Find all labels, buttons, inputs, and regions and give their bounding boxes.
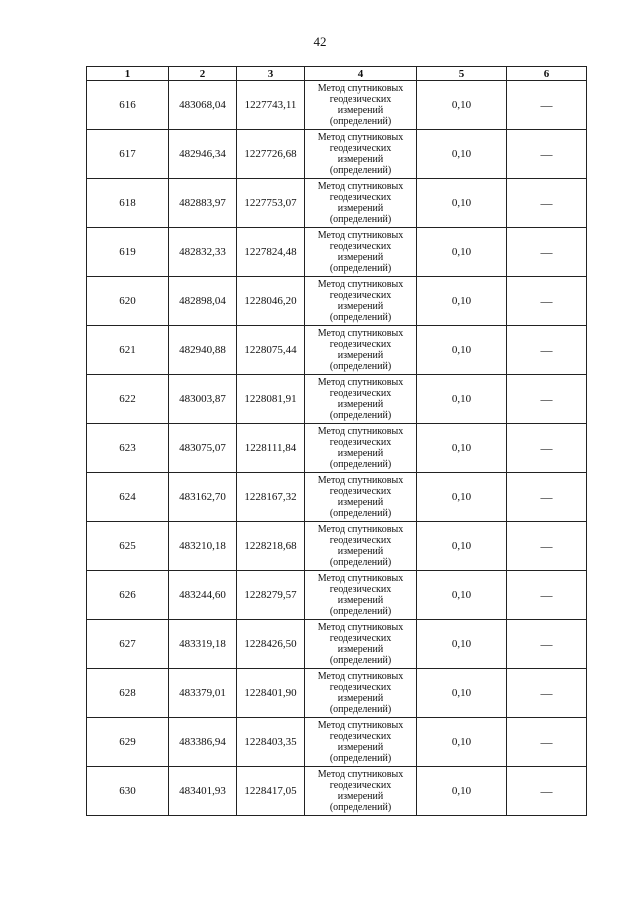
method-text-line: Метод спутниковых — [317, 573, 404, 584]
x-coordinate-cell: 483319,18 — [169, 620, 237, 669]
note-cell: — — [507, 620, 587, 669]
method-text-line: Метод спутниковых — [317, 622, 404, 633]
accuracy-cell: 0,10 — [417, 669, 507, 718]
method-cell — [305, 130, 417, 179]
point-number-cell: 622 — [87, 375, 169, 424]
x-coordinate-cell: 483068,04 — [169, 81, 237, 130]
x-coordinate-cell: 482946,34 — [169, 130, 237, 179]
method-text-line: Метод спутниковых — [317, 132, 404, 143]
method-text-line: геодезических — [329, 535, 392, 546]
method-text-line: измерений — [337, 448, 384, 459]
point-number-cell: 626 — [87, 571, 169, 620]
method-text-line: Метод спутниковых — [317, 671, 404, 682]
note-cell: — — [507, 473, 587, 522]
method-text-line: геодезических — [329, 388, 392, 399]
method-cell — [305, 571, 417, 620]
note-cell: — — [507, 571, 587, 620]
note-cell: — — [507, 81, 587, 130]
note-cell: — — [507, 375, 587, 424]
method-text-line: (определений) — [329, 116, 392, 127]
table-row — [87, 326, 587, 375]
table-row — [87, 375, 587, 424]
point-number-cell: 621 — [87, 326, 169, 375]
y-coordinate-cell: 1228167,32 — [237, 473, 305, 522]
x-coordinate-cell: 483003,87 — [169, 375, 237, 424]
method-text-line: геодезических — [329, 339, 392, 350]
method-text-line: (определений) — [329, 361, 392, 372]
accuracy-cell: 0,10 — [417, 620, 507, 669]
y-coordinate-cell: 1228403,35 — [237, 718, 305, 767]
x-coordinate-cell: 483210,18 — [169, 522, 237, 571]
y-coordinate-cell: 1227824,48 — [237, 228, 305, 277]
method-text-line: (определений) — [329, 802, 392, 813]
accuracy-cell: 0,10 — [417, 277, 507, 326]
method-text-line: измерений — [337, 252, 384, 263]
method-text-line: геодезических — [329, 143, 392, 154]
method-cell — [305, 718, 417, 767]
method-text-line: геодезических — [329, 94, 392, 105]
method-text-line: Метод спутниковых — [317, 230, 404, 241]
accuracy-cell: 0,10 — [417, 179, 507, 228]
x-coordinate-cell: 483379,01 — [169, 669, 237, 718]
column-header: 6 — [507, 67, 587, 81]
method-text-line: Метод спутниковых — [317, 279, 404, 290]
table-row — [87, 767, 587, 816]
table-body — [87, 81, 587, 816]
y-coordinate-cell: 1228417,05 — [237, 767, 305, 816]
point-number-cell: 629 — [87, 718, 169, 767]
method-text-line: (определений) — [329, 753, 392, 764]
accuracy-cell: 0,10 — [417, 718, 507, 767]
method-text-line: измерений — [337, 350, 384, 361]
x-coordinate-cell: 483386,94 — [169, 718, 237, 767]
note-cell: — — [507, 718, 587, 767]
y-coordinate-cell: 1227743,11 — [237, 81, 305, 130]
point-number-cell: 620 — [87, 277, 169, 326]
method-text-line: Метод спутниковых — [317, 377, 404, 388]
method-text-line: геодезических — [329, 682, 392, 693]
method-text-line: измерений — [337, 399, 384, 410]
y-coordinate-cell: 1228279,57 — [237, 571, 305, 620]
accuracy-cell: 0,10 — [417, 473, 507, 522]
method-text-line: измерений — [337, 154, 384, 165]
method-text-line: измерений — [337, 301, 384, 312]
note-cell: — — [507, 130, 587, 179]
table-row — [87, 620, 587, 669]
method-text-line: геодезических — [329, 780, 392, 791]
method-text-line: (определений) — [329, 214, 392, 225]
y-coordinate-cell: 1228075,44 — [237, 326, 305, 375]
method-text-line: измерений — [337, 595, 384, 606]
y-coordinate-cell: 1227726,68 — [237, 130, 305, 179]
method-cell — [305, 767, 417, 816]
method-cell — [305, 228, 417, 277]
page-number: 42 — [313, 34, 327, 49]
table-row — [87, 130, 587, 179]
point-number-cell: 625 — [87, 522, 169, 571]
accuracy-cell: 0,10 — [417, 130, 507, 179]
accuracy-cell: 0,10 — [417, 767, 507, 816]
method-text-line: Метод спутниковых — [317, 720, 404, 731]
method-text-line: геодезических — [329, 241, 392, 252]
y-coordinate-cell: 1228401,90 — [237, 669, 305, 718]
x-coordinate-cell: 483075,07 — [169, 424, 237, 473]
method-text-line: Метод спутниковых — [317, 83, 404, 94]
y-coordinate-cell: 1228426,50 — [237, 620, 305, 669]
note-cell: — — [507, 669, 587, 718]
point-number-cell: 624 — [87, 473, 169, 522]
accuracy-cell: 0,10 — [417, 228, 507, 277]
y-coordinate-cell: 1228218,68 — [237, 522, 305, 571]
table-row — [87, 473, 587, 522]
note-cell: — — [507, 326, 587, 375]
method-text-line: измерений — [337, 742, 384, 753]
x-coordinate-cell: 482832,33 — [169, 228, 237, 277]
column-header: 3 — [237, 67, 305, 81]
method-text-line: (определений) — [329, 704, 392, 715]
method-text-line: Метод спутниковых — [317, 426, 404, 437]
method-text-line: геодезических — [329, 437, 392, 448]
point-number-cell: 630 — [87, 767, 169, 816]
method-cell — [305, 375, 417, 424]
method-text-line: (определений) — [329, 655, 392, 666]
note-cell: — — [507, 522, 587, 571]
method-cell — [305, 277, 417, 326]
method-text-line: геодезических — [329, 731, 392, 742]
method-cell — [305, 424, 417, 473]
table-row — [87, 571, 587, 620]
method-text-line: (определений) — [329, 263, 392, 274]
accuracy-cell: 0,10 — [417, 424, 507, 473]
accuracy-cell: 0,10 — [417, 326, 507, 375]
method-text-line: Метод спутниковых — [317, 524, 404, 535]
point-number-cell: 623 — [87, 424, 169, 473]
y-coordinate-cell: 1227753,07 — [237, 179, 305, 228]
note-cell: — — [507, 179, 587, 228]
method-text-line: (определений) — [329, 312, 392, 323]
column-header: 1 — [87, 67, 169, 81]
y-coordinate-cell: 1228081,91 — [237, 375, 305, 424]
method-text-line: измерений — [337, 546, 384, 557]
method-text-line: геодезических — [329, 290, 392, 301]
note-cell: — — [507, 228, 587, 277]
note-cell: — — [507, 424, 587, 473]
point-number-cell: 617 — [87, 130, 169, 179]
method-text-line: геодезических — [329, 192, 392, 203]
x-coordinate-cell: 483244,60 — [169, 571, 237, 620]
accuracy-cell: 0,10 — [417, 81, 507, 130]
table-row — [87, 179, 587, 228]
method-text-line: Метод спутниковых — [317, 181, 404, 192]
method-text-line: измерений — [337, 203, 384, 214]
accuracy-cell: 0,10 — [417, 522, 507, 571]
table-row — [87, 669, 587, 718]
table-row — [87, 81, 587, 130]
column-header: 4 — [305, 67, 417, 81]
method-text-line: (определений) — [329, 410, 392, 421]
point-number-cell: 619 — [87, 228, 169, 277]
method-text-line: (определений) — [329, 606, 392, 617]
point-number-cell: 628 — [87, 669, 169, 718]
coordinates-table — [86, 66, 587, 816]
method-text-line: (определений) — [329, 508, 392, 519]
x-coordinate-cell: 482898,04 — [169, 277, 237, 326]
column-header: 2 — [169, 67, 237, 81]
method-text-line: Метод спутниковых — [317, 769, 404, 780]
method-text-line: геодезических — [329, 584, 392, 595]
method-cell — [305, 326, 417, 375]
accuracy-cell: 0,10 — [417, 571, 507, 620]
table-row — [87, 424, 587, 473]
method-text-line: Метод спутниковых — [317, 328, 404, 339]
method-text-line: измерений — [337, 644, 384, 655]
table-header-row — [87, 67, 587, 81]
method-text-line: геодезических — [329, 633, 392, 644]
x-coordinate-cell: 483401,93 — [169, 767, 237, 816]
table-row — [87, 718, 587, 767]
note-cell: — — [507, 767, 587, 816]
point-number-cell: 616 — [87, 81, 169, 130]
accuracy-cell: 0,10 — [417, 375, 507, 424]
x-coordinate-cell: 482940,88 — [169, 326, 237, 375]
point-number-cell: 618 — [87, 179, 169, 228]
method-cell — [305, 522, 417, 571]
note-cell: — — [507, 277, 587, 326]
method-cell — [305, 179, 417, 228]
y-coordinate-cell: 1228046,20 — [237, 277, 305, 326]
method-text-line: измерений — [337, 791, 384, 802]
method-text-line: измерений — [337, 693, 384, 704]
method-text-line: геодезических — [329, 486, 392, 497]
table-row — [87, 522, 587, 571]
column-header: 5 — [417, 67, 507, 81]
method-cell — [305, 473, 417, 522]
method-text-line: Метод спутниковых — [317, 475, 404, 486]
method-cell — [305, 669, 417, 718]
method-cell — [305, 620, 417, 669]
method-text-line: (определений) — [329, 459, 392, 470]
method-text-line: (определений) — [329, 165, 392, 176]
table-row — [87, 228, 587, 277]
method-cell — [305, 81, 417, 130]
x-coordinate-cell: 483162,70 — [169, 473, 237, 522]
method-text-line: измерений — [337, 497, 384, 508]
point-number-cell: 627 — [87, 620, 169, 669]
method-text-line: измерений — [337, 105, 384, 116]
table-row — [87, 277, 587, 326]
y-coordinate-cell: 1228111,84 — [237, 424, 305, 473]
x-coordinate-cell: 482883,97 — [169, 179, 237, 228]
method-text-line: (определений) — [329, 557, 392, 568]
